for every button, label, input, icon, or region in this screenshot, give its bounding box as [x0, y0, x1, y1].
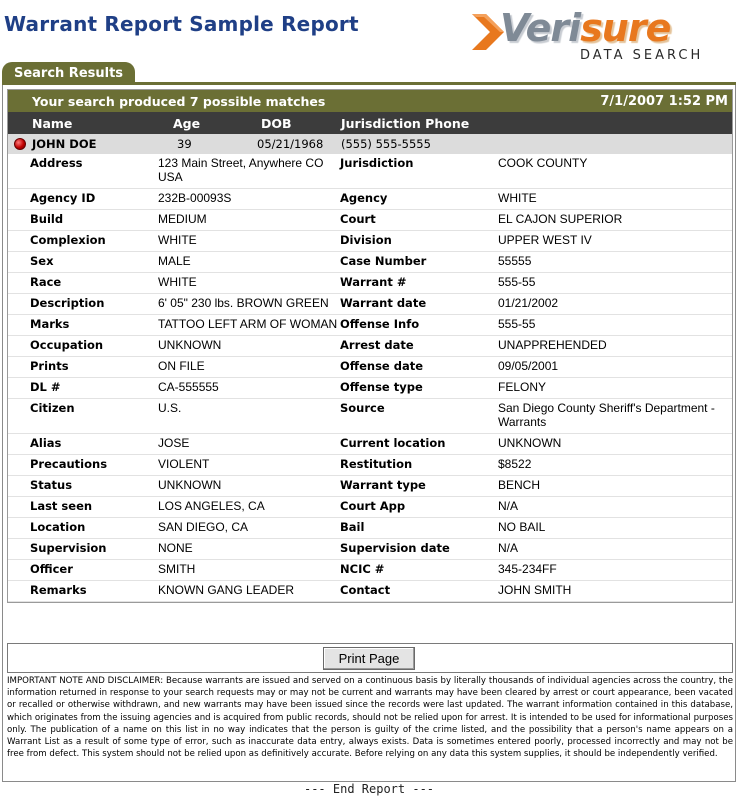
detail-row: [8, 231, 732, 252]
field-value: NONE: [158, 539, 340, 560]
end-report-text: --- End Report ---: [303, 782, 435, 796]
field-label: Complexion: [30, 231, 158, 252]
field-label: Arrest date: [340, 336, 498, 357]
results-panel: [2, 85, 736, 782]
field-label: NCIC #: [340, 560, 498, 581]
field-label: Court App: [340, 497, 498, 518]
field-label: Prints: [30, 357, 158, 378]
field-label: Officer: [30, 560, 158, 581]
field-value: FELONY: [498, 378, 732, 399]
row-spacer: [8, 315, 30, 336]
field-value: 345-234FF: [498, 560, 732, 581]
field-label: Bail: [340, 518, 498, 539]
detail-row: [8, 399, 732, 434]
field-value: 232B-00093S: [158, 189, 340, 210]
field-value: 123 Main Street, Anywhere CO USA: [158, 154, 340, 189]
verisure-logo: [470, 6, 715, 68]
field-label: Build: [30, 210, 158, 231]
field-label: Precautions: [30, 455, 158, 476]
field-label: Case Number: [340, 252, 498, 273]
detail-row: [8, 378, 732, 399]
row-spacer: [8, 336, 30, 357]
field-value: CA-555555: [158, 378, 340, 399]
field-label: Status: [30, 476, 158, 497]
field-value: NO BAIL: [498, 518, 732, 539]
field-value: 555-55: [498, 273, 732, 294]
column-header-name: Name: [32, 116, 73, 131]
row-spacer: [8, 231, 30, 252]
disclaimer-text: IMPORTANT NOTE AND DISCLAIMER: Because warrants are issued and served on a continuous basis by literally thousands of individual agencies across the country, the information returned in response to your search requests may or may not be current and warrants may have been cleared by arrest or court appearance, been vacated or recalled or otherwise withdrawn, and new warrants may have been issued since the records were last updated. The warrant information contained in this database, which originates from the issuing agencies and is acquired from public records, should not be relied upon for arrest. It is intended to be used for informational purposes only. The publication of a name on this list in no way indicates that the person is guilty of the crime listed, and the possibility that a person's name appears on a Warrant List as a result of some type of error, such as inaccurate data entry, always exists. Data is sometimes entered poorly, processed incorrectly and may not be free from defect. This system should not be relied upon as definitively accurate. Before relying on any data this system supplies, it should be independently verified.: [7, 676, 733, 760]
report-datetime: 7/1/2007 1:52 PM: [600, 94, 728, 109]
detail-row: [8, 210, 732, 231]
field-value: $8522: [498, 455, 732, 476]
field-value: TATTOO LEFT ARM OF WOMAN: [158, 315, 340, 336]
row-spacer: [8, 434, 30, 455]
field-value: VIOLENT: [158, 455, 340, 476]
field-value: SMITH: [158, 560, 340, 581]
column-header-age: Age: [173, 116, 201, 131]
field-label: Supervision: [30, 539, 158, 560]
detail-row: [8, 476, 732, 497]
detail-row: [8, 154, 732, 189]
detail-row: [8, 273, 732, 294]
field-value: 09/05/2001: [498, 357, 732, 378]
field-label: Court: [340, 210, 498, 231]
matches-count-text: Your search produced 7 possible matches: [32, 94, 326, 109]
field-value: KNOWN GANG LEADER: [158, 581, 340, 602]
field-label: Source: [340, 399, 498, 434]
detail-row: [8, 336, 732, 357]
row-spacer: [8, 189, 30, 210]
field-value: MALE: [158, 252, 340, 273]
summary-bar: [8, 90, 732, 112]
field-value: JOHN SMITH: [498, 581, 732, 602]
row-spacer: [8, 252, 30, 273]
field-label: Division: [340, 231, 498, 252]
detail-row: [8, 560, 732, 581]
field-value: ON FILE: [158, 357, 340, 378]
field-label: Citizen: [30, 399, 158, 434]
detail-row: [8, 357, 732, 378]
field-label: Warrant type: [340, 476, 498, 497]
column-header-row: [8, 112, 732, 134]
field-label: Warrant #: [340, 273, 498, 294]
field-label: Restitution: [340, 455, 498, 476]
field-value: JOSE: [158, 434, 340, 455]
row-spacer: [8, 378, 30, 399]
detail-row: [8, 294, 732, 315]
logo-subtitle: DATA SEARCH: [580, 48, 704, 63]
detail-row: [8, 497, 732, 518]
field-value: MEDIUM: [158, 210, 340, 231]
field-value: N/A: [498, 497, 732, 518]
field-label: Agency: [340, 189, 498, 210]
field-value: San Diego County Sheriff's Department - Warrants: [498, 399, 732, 434]
field-label: Current location: [340, 434, 498, 455]
results-table: [7, 89, 733, 603]
field-value: UNKNOWN: [498, 434, 732, 455]
detail-row: [8, 315, 732, 336]
detail-row: [8, 581, 732, 602]
field-label: Jurisdiction: [340, 154, 498, 189]
person-phone: (555) 555-5555: [341, 137, 431, 151]
field-label: Offense type: [340, 378, 498, 399]
field-value: EL CAJON SUPERIOR: [498, 210, 732, 231]
detail-row: [8, 518, 732, 539]
page-title: Warrant Report Sample Report: [4, 12, 359, 36]
detail-row: [8, 455, 732, 476]
field-value: WHITE: [498, 189, 732, 210]
row-spacer: [8, 518, 30, 539]
field-label: Sex: [30, 252, 158, 273]
row-spacer: [8, 539, 30, 560]
field-label: Last seen: [30, 497, 158, 518]
field-label: Location: [30, 518, 158, 539]
column-header-dob: DOB: [261, 116, 292, 131]
field-label: DL #: [30, 378, 158, 399]
person-age: 39: [177, 137, 192, 151]
row-spacer: [8, 455, 30, 476]
field-label: Alias: [30, 434, 158, 455]
person-dob: 05/21/1968: [257, 137, 324, 151]
field-value: COOK COUNTY: [498, 154, 732, 189]
row-spacer: [8, 154, 30, 189]
detail-row: [8, 189, 732, 210]
field-label: Description: [30, 294, 158, 315]
field-label: Race: [30, 273, 158, 294]
print-bar: [7, 643, 733, 673]
detail-row: [8, 539, 732, 560]
person-name: JOHN DOE: [32, 137, 97, 151]
tab-search-results[interactable]: Search Results: [2, 62, 135, 84]
field-value: UPPER WEST IV: [498, 231, 732, 252]
row-spacer: [8, 476, 30, 497]
field-value: 01/21/2002: [498, 294, 732, 315]
print-page-button[interactable]: Print Page: [323, 647, 415, 670]
field-value: UNKNOWN: [158, 476, 340, 497]
field-value: LOS ANGELES, CA: [158, 497, 340, 518]
row-spacer: [8, 273, 30, 294]
field-label: Warrant date: [340, 294, 498, 315]
field-label: Contact: [340, 581, 498, 602]
field-value: UNKNOWN: [158, 336, 340, 357]
field-label: Offense Info: [340, 315, 498, 336]
row-spacer: [8, 399, 30, 434]
detail-row: [8, 434, 732, 455]
row-spacer: [8, 581, 30, 602]
field-value: U.S.: [158, 399, 340, 434]
row-spacer: [8, 357, 30, 378]
field-label: Supervision date: [340, 539, 498, 560]
record-bullet-icon: [14, 138, 26, 150]
field-value: BENCH: [498, 476, 732, 497]
detail-row: [8, 252, 732, 273]
details-table: [8, 154, 732, 602]
column-header-jurisdiction-phone: Jurisdiction Phone: [341, 116, 470, 131]
field-label: Occupation: [30, 336, 158, 357]
field-label: Agency ID: [30, 189, 158, 210]
row-spacer: [8, 210, 30, 231]
row-spacer: [8, 497, 30, 518]
field-label: Offense date: [340, 357, 498, 378]
field-value: 6' 05" 230 lbs. BROWN GREEN: [158, 294, 340, 315]
field-label: Marks: [30, 315, 158, 336]
field-value: SAN DIEGO, CA: [158, 518, 340, 539]
row-spacer: [8, 560, 30, 581]
field-value: N/A: [498, 539, 732, 560]
logo-wordmark: Verisure: [500, 6, 671, 50]
field-value: UNAPPREHENDED: [498, 336, 732, 357]
field-value: WHITE: [158, 273, 340, 294]
field-value: 55555: [498, 252, 732, 273]
field-label: Remarks: [30, 581, 158, 602]
field-value: WHITE: [158, 231, 340, 252]
field-label: Address: [30, 154, 158, 189]
result-row[interactable]: [8, 134, 732, 154]
field-value: 555-55: [498, 315, 732, 336]
row-spacer: [8, 294, 30, 315]
